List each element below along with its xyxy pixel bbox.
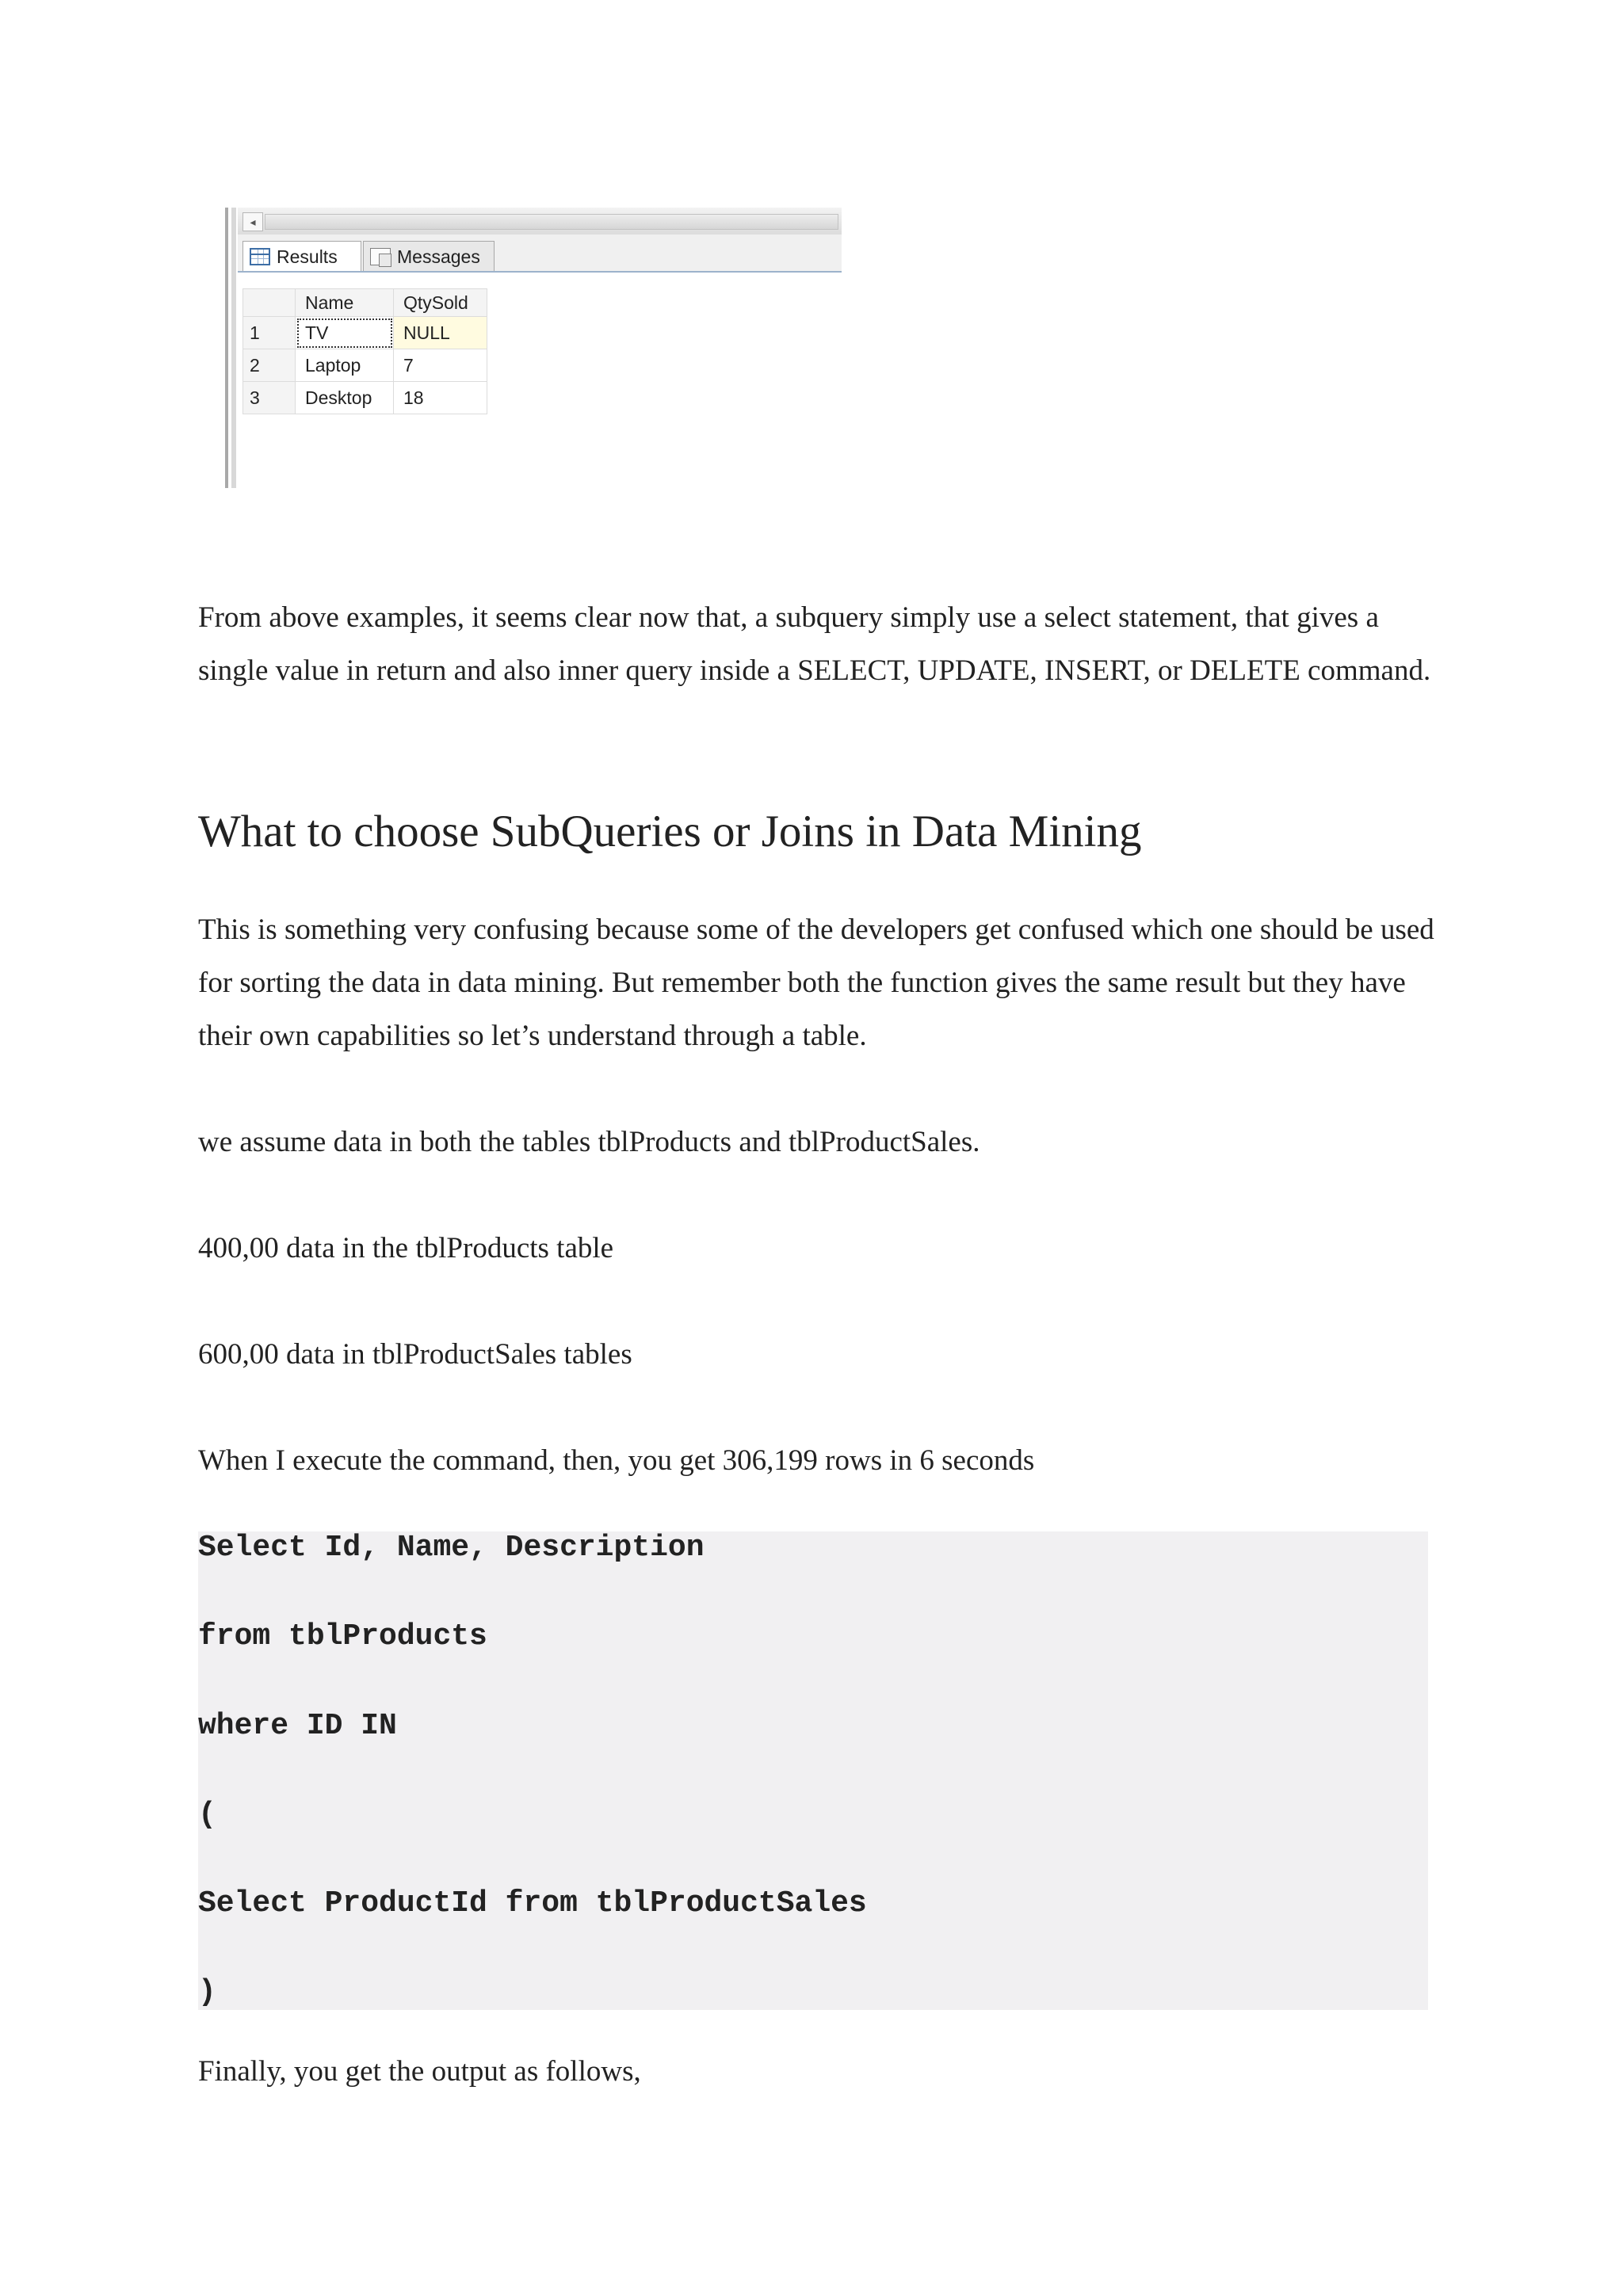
tab-results bbox=[242, 241, 361, 271]
scrollbar-thumb bbox=[265, 214, 838, 230]
assume-paragraph: we assume data in both the tables tblProducts and tblProductSales. bbox=[198, 1126, 980, 1158]
cell-name: Desktop bbox=[296, 382, 394, 414]
code-line: ( bbox=[198, 1798, 216, 1832]
table-row bbox=[243, 382, 487, 414]
code-line: ) bbox=[198, 1975, 216, 2009]
finally-paragraph: Finally, you get the output as follows, bbox=[198, 2055, 641, 2088]
tab-messages bbox=[363, 241, 495, 271]
row-number-header bbox=[243, 289, 296, 317]
code-line: Select Id, Name, Description bbox=[198, 1531, 705, 1565]
row-number: 3 bbox=[243, 382, 296, 414]
scroll-left-arrow-icon: ◂ bbox=[242, 212, 263, 231]
row-number: 1 bbox=[243, 317, 296, 349]
horizontal-scrollbar bbox=[238, 208, 842, 235]
cell-qtysold: 18 bbox=[394, 382, 487, 414]
left-border bbox=[225, 208, 228, 488]
cell-name: Laptop bbox=[296, 349, 394, 382]
code-line: where ID IN bbox=[198, 1709, 397, 1743]
cell-qtysold: NULL bbox=[394, 317, 487, 349]
column-header-qtysold: QtySold bbox=[394, 289, 487, 317]
left-splitter bbox=[231, 208, 236, 488]
confusing-paragraph: This is something very confusing because some of the developers get confused which one should be used for sorting the data in data mining. But remember both the function gives the same result but they have their own capabilities so let’s understand through a table. bbox=[198, 913, 1434, 1052]
tab-messages-label: Messages bbox=[397, 246, 480, 267]
products-count-paragraph: 400,00 data in the tblProducts table bbox=[198, 1232, 614, 1264]
table-row bbox=[243, 317, 487, 349]
column-header-name: Name bbox=[296, 289, 394, 317]
intro-paragraph: From above examples, it seems clear now that, a subquery simply use a select statement, that gives a single value in return and also inner query inside a SELECT, UPDATE, INSERT, or DELETE command. bbox=[198, 601, 1431, 687]
results-header-row bbox=[243, 289, 487, 317]
results-grid bbox=[242, 288, 487, 414]
sales-count-paragraph: 600,00 data in tblProductSales tables bbox=[198, 1338, 632, 1371]
section-heading: What to choose SubQueries or Joins in Data Mining bbox=[198, 807, 1142, 856]
row-number: 2 bbox=[243, 349, 296, 382]
execute-paragraph: When I execute the command, then, you get 306,199 rows in 6 seconds bbox=[198, 1444, 1035, 1477]
code-line: Select ProductId from tblProductSales bbox=[198, 1886, 867, 1920]
query-results-screenshot bbox=[225, 208, 842, 488]
cell-name: TV bbox=[296, 317, 394, 349]
code-line: from tblProducts bbox=[198, 1619, 487, 1653]
messages-icon bbox=[370, 248, 391, 265]
results-tab-strip bbox=[238, 235, 842, 273]
results-grid-icon bbox=[250, 248, 270, 265]
code-block bbox=[198, 1531, 1428, 2010]
cell-qtysold: 7 bbox=[394, 349, 487, 382]
tab-results-label: Results bbox=[277, 246, 338, 267]
table-row bbox=[243, 349, 487, 382]
